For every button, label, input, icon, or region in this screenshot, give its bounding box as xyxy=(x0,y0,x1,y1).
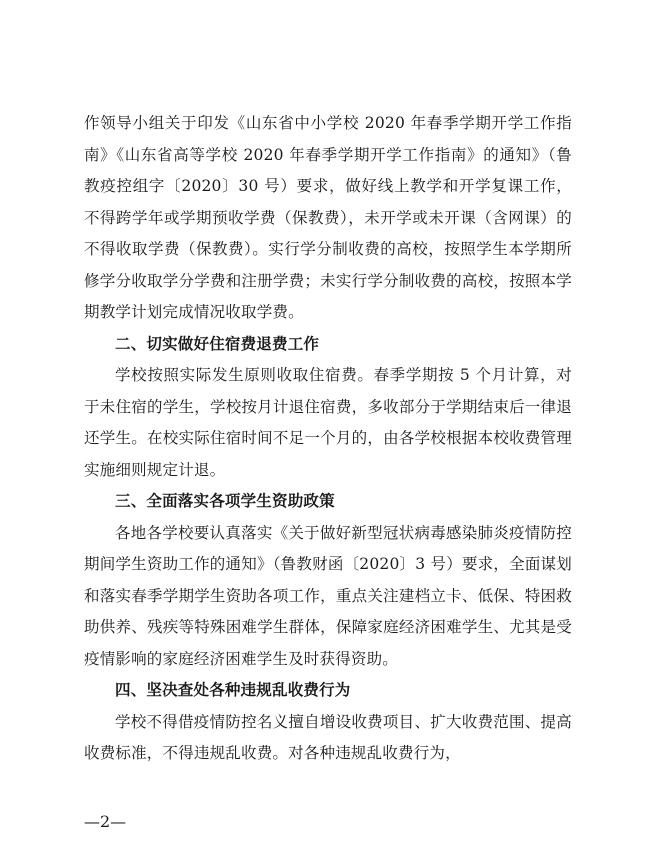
paragraph-student-aid: 各地各学校要认真落实《关于做好新型冠状病毒感染肺炎疫情防控期间学生资助工作的通知》（鲁教财函〔2020〕3 号）要求，全面谋划和落实春季学期学生资助各项工作，重点关注建档立卡、低保、特困救助供养、残疾等特殊困难学生群体，保障家庭经济困难学生、尤其是受疫情影响的家庭经济困难学生及时获得资助。 xyxy=(84,523,572,668)
document-body xyxy=(84,108,572,770)
section-heading-two: 二、切实做好住宿费退费工作 xyxy=(115,334,320,353)
section-heading-three: 三、全面落实各项学生资助政策 xyxy=(115,492,335,510)
section-heading-four: 四、坚决查处各种违规乱收费行为 xyxy=(115,681,351,699)
page-number: —2— xyxy=(84,812,127,831)
paragraph-continued: 作领导小组关于印发《山东省中小学校 2020 年春季学期开学工作指南》《山东省高等学校 2020 年春季学期开学工作指南》的通知》（鲁教疫控组字〔2020〕30 号）要求，做好线上教学和开学复课工作，不得跨学年或学期预收学费（保教费），未开学或未开课（含网课）的不得收取学费（保教费）。实行学分制收费的高校，按照学生本学期所修学分收取学分学费和注册学费；未实行学分制收费的高校，按照本学期教学计划完成情况收取学费。 xyxy=(84,114,572,321)
paragraph-accommodation-refund: 学校按照实际发生原则收取住宿费。春季学期按 5 个月计算，对于未住宿的学生，学校按月计退住宿费，多收部分于学期结束后一律退还学生。在校实际住宿时间不足一个月的，由各学校根据本校收费管理实施细则规定计退。 xyxy=(84,366,572,479)
paragraph-illegal-fees: 学校不得借疫情防控名义擅自增设收费项目、扩大收费范围、提高收费标准，不得违规乱收费。对各种违规乱收费行为， xyxy=(84,712,572,762)
